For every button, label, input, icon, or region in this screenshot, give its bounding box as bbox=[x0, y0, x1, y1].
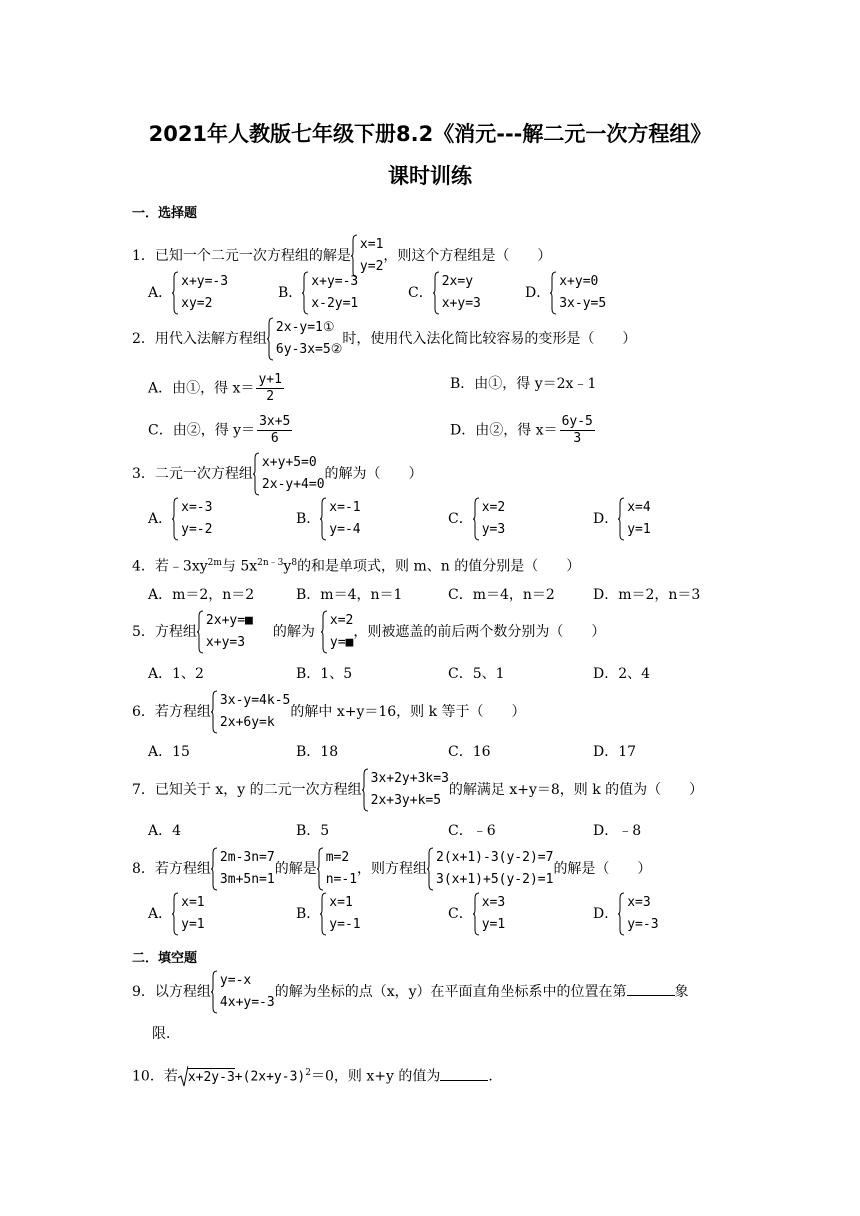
question-3 bbox=[132, 452, 423, 496]
equation: x=4 bbox=[627, 500, 651, 515]
option-label: B． bbox=[296, 906, 321, 922]
option-label: C． bbox=[448, 511, 473, 527]
option-c[interactable] bbox=[448, 497, 505, 541]
equation: 3x-y=4k-5 bbox=[219, 693, 291, 708]
option-b[interactable]: B．5 bbox=[296, 823, 330, 839]
denominator: 3 bbox=[573, 431, 582, 446]
question-4-text: 与 5x bbox=[221, 558, 258, 575]
equation: y=-4 bbox=[329, 522, 361, 537]
equation: y=■ bbox=[329, 635, 354, 650]
question-7-tail: 的解满足 x+y＝8，则 k 的值为（ ） bbox=[448, 782, 704, 798]
question-3-stem: 3．二元一次方程组 bbox=[132, 466, 253, 482]
option-c[interactable] bbox=[148, 414, 294, 447]
question-6-stem: 6．若方程组 bbox=[132, 704, 211, 720]
brace-icon bbox=[197, 610, 204, 654]
brace-icon bbox=[473, 892, 480, 936]
question-2-tail: 时，使用代入法化简比较容易的变形是（ ） bbox=[342, 331, 637, 347]
radicand: x+2y-3 bbox=[187, 1069, 235, 1085]
question-6 bbox=[132, 690, 526, 734]
fraction bbox=[560, 414, 595, 447]
option-b[interactable] bbox=[296, 892, 361, 936]
answer-blank[interactable] bbox=[627, 981, 675, 996]
option-b[interactable]: B．18 bbox=[296, 744, 339, 760]
equation: x=2 bbox=[329, 613, 354, 628]
option-c[interactable] bbox=[448, 892, 505, 936]
brace-icon bbox=[211, 847, 218, 891]
brace-icon bbox=[618, 892, 625, 936]
question-10-text: ． bbox=[488, 1068, 503, 1085]
question-6-tail: 的解中 x+y＝16，则 k 等于（ ） bbox=[290, 704, 526, 720]
equation: x=-1 bbox=[329, 500, 361, 515]
question-4-text: 4．若﹣3xy bbox=[132, 558, 208, 575]
option-label: D． bbox=[593, 511, 619, 527]
question-5-text: 的解为 bbox=[272, 624, 315, 640]
option-b[interactable] bbox=[278, 271, 358, 315]
equation: y=-3 bbox=[627, 917, 659, 932]
question-7 bbox=[132, 768, 703, 812]
fraction bbox=[256, 372, 283, 405]
brace-icon bbox=[172, 497, 179, 541]
question-4-text: 的和是单项式，则 m、n 的值分别是（ ） bbox=[297, 558, 581, 575]
denominator: 6 bbox=[270, 431, 279, 446]
numerator: y+1 bbox=[258, 372, 282, 387]
question-5 bbox=[132, 610, 605, 654]
page-subtitle: 课时训练 bbox=[388, 164, 472, 188]
equation: y=1 bbox=[481, 917, 506, 932]
equation: y=2 bbox=[359, 259, 384, 274]
option-d[interactable] bbox=[525, 271, 606, 315]
option-b[interactable] bbox=[296, 497, 361, 541]
option-a[interactable]: A．15 bbox=[148, 744, 190, 760]
equation: 2x+3y+k=5 bbox=[370, 793, 442, 808]
option-a[interactable] bbox=[148, 497, 212, 541]
equation: y=1 bbox=[181, 917, 205, 932]
option-d[interactable] bbox=[593, 497, 651, 541]
option-text: A．由①，得 x＝ bbox=[148, 380, 255, 397]
option-label: A． bbox=[148, 285, 173, 301]
brace-icon bbox=[473, 497, 480, 541]
equation: 2x+6y=k bbox=[219, 715, 275, 730]
equation: y=-1 bbox=[329, 917, 361, 932]
equation: x=1 bbox=[181, 895, 205, 910]
equation: 2x-y+4=0 bbox=[261, 477, 325, 492]
brace-icon bbox=[211, 970, 218, 1014]
option-b[interactable]: B．1、5 bbox=[296, 666, 353, 682]
question-5-tail: ，则被遮盖的前后两个数分别为（ ） bbox=[353, 624, 606, 640]
option-c[interactable]: C．16 bbox=[448, 744, 491, 760]
option-a[interactable] bbox=[148, 892, 205, 936]
question-8-text: 的解是 bbox=[274, 861, 317, 877]
option-d[interactable]: D．m＝2，n＝3 bbox=[593, 587, 701, 603]
equation: x=-3 bbox=[181, 500, 213, 515]
equation: x+y=-3 bbox=[311, 274, 359, 289]
brace-icon bbox=[172, 271, 179, 315]
question-10 bbox=[132, 1063, 502, 1088]
option-label: C． bbox=[408, 285, 433, 301]
brace-icon bbox=[321, 610, 328, 654]
radical-sign-icon bbox=[178, 1065, 188, 1087]
question-8-tail: 的解是（ ） bbox=[553, 861, 652, 877]
equation: m=2 bbox=[325, 850, 350, 865]
equation: x=1 bbox=[359, 237, 384, 252]
question-4 bbox=[132, 553, 580, 577]
question-1-stem: 1．已知一个二元一次方程组的解是 bbox=[132, 248, 351, 264]
denominator: 2 bbox=[266, 389, 275, 404]
option-label: D． bbox=[525, 285, 551, 301]
equation: 2(x+1)-3(y-2)=7 bbox=[436, 850, 554, 865]
option-text: D．由②，得 x＝ bbox=[450, 422, 558, 439]
equation: y=3 bbox=[481, 522, 506, 537]
equation: y=-2 bbox=[181, 522, 213, 537]
option-d[interactable] bbox=[593, 892, 659, 936]
question-2 bbox=[132, 317, 636, 361]
equation: x=3 bbox=[627, 895, 651, 910]
question-7-stem: 7．已知关于 x，y 的二元一次方程组 bbox=[132, 782, 362, 798]
brace-icon bbox=[320, 497, 327, 541]
equation: 2m-3n=7 bbox=[219, 850, 275, 865]
brace-icon bbox=[362, 768, 369, 812]
brace-icon bbox=[550, 271, 557, 315]
option-label: A． bbox=[148, 511, 173, 527]
option-d[interactable]: D．17 bbox=[593, 744, 637, 760]
question-9-continued: 限． bbox=[152, 1026, 180, 1042]
section-heading-fill: 二．填空题 bbox=[132, 951, 198, 966]
fraction bbox=[257, 414, 292, 447]
question-9-stem: 9．以方程组 bbox=[132, 984, 211, 1000]
brace-icon bbox=[302, 271, 309, 315]
exponent: 2 bbox=[305, 1068, 311, 1078]
option-d[interactable] bbox=[450, 414, 597, 447]
equation: x+y+5=0 bbox=[261, 455, 317, 470]
option-label: B． bbox=[296, 511, 321, 527]
option-label: C． bbox=[448, 906, 473, 922]
section-heading-choice: 一．选择题 bbox=[132, 206, 198, 221]
brace-icon bbox=[317, 847, 324, 891]
equation: x+y=3 bbox=[205, 635, 246, 650]
question-10-text: +(2x+y-3) bbox=[234, 1069, 306, 1085]
equation: x+y=-3 bbox=[181, 274, 229, 289]
page-title: 2021年人教版七年级下册8.2《消元---解二元一次方程组》 bbox=[148, 122, 712, 146]
equation: x-2y=1 bbox=[311, 296, 359, 311]
equation: 2x-y=1① bbox=[275, 320, 335, 335]
option-label: A． bbox=[148, 906, 173, 922]
question-8-stem: 8．若方程组 bbox=[132, 861, 211, 877]
option-a[interactable]: A．4 bbox=[148, 823, 182, 839]
equation: 2x+y=■ bbox=[205, 613, 253, 628]
option-label: B． bbox=[278, 285, 303, 301]
answer-blank[interactable] bbox=[440, 1066, 488, 1081]
question-5-stem: 5．方程组 bbox=[132, 624, 197, 640]
option-a[interactable] bbox=[148, 271, 228, 315]
option-b[interactable]: B．由①，得 y＝2x﹣1 bbox=[450, 376, 597, 392]
option-a[interactable]: A．1、2 bbox=[148, 666, 204, 682]
equation: x+y=0 bbox=[559, 274, 599, 289]
equation: x=1 bbox=[329, 895, 353, 910]
question-10-text: ＝0，则 x+y 的值为 bbox=[310, 1068, 441, 1085]
exponent: 8 bbox=[291, 558, 298, 568]
equation: 4x+y=-3 bbox=[219, 995, 275, 1010]
exponent: 2n﹣3 bbox=[257, 558, 284, 568]
equation: 3m+5n=1 bbox=[219, 872, 275, 887]
equation: n=-1 bbox=[325, 872, 358, 887]
option-a[interactable] bbox=[148, 372, 286, 405]
question-9-text: 象 bbox=[674, 984, 689, 1000]
option-b[interactable]: B．m＝4，n＝1 bbox=[296, 587, 403, 603]
exponent: 2m bbox=[207, 558, 222, 568]
numerator: 6y-5 bbox=[561, 414, 593, 429]
option-c[interactable]: C．m＝4，n＝2 bbox=[448, 587, 555, 603]
option-text: C．由②，得 y＝ bbox=[148, 422, 256, 439]
option-d[interactable]: D．2、4 bbox=[593, 666, 651, 682]
equation: x+y=3 bbox=[441, 296, 481, 311]
brace-icon bbox=[618, 497, 625, 541]
brace-icon bbox=[211, 690, 218, 734]
equation: x=2 bbox=[481, 500, 506, 515]
question-1-tail: ，则这个方程组是（ ） bbox=[383, 248, 552, 264]
question-3-tail: 的解为（ ） bbox=[324, 466, 423, 482]
option-d[interactable]: D．﹣8 bbox=[593, 823, 642, 839]
equation: 3(x+1)+5(y-2)=1 bbox=[436, 872, 554, 887]
equation: 2x=y bbox=[441, 274, 474, 289]
equation: y=-x bbox=[219, 973, 252, 988]
numerator: 3x+5 bbox=[259, 414, 291, 429]
equation: x=3 bbox=[481, 895, 506, 910]
equation: 3x+2y+3k=3 bbox=[370, 771, 449, 786]
option-a[interactable]: A．m＝2，n＝2 bbox=[148, 587, 255, 603]
question-8-text: ，则方程组 bbox=[357, 861, 428, 877]
question-10-stem: 10．若 bbox=[132, 1068, 178, 1085]
option-label: D． bbox=[593, 906, 619, 922]
equation: xy=2 bbox=[181, 296, 213, 311]
option-c[interactable] bbox=[408, 271, 481, 315]
question-9-text: 的解为坐标的点（x，y）在平面直角坐标系中的位置在第 bbox=[274, 984, 627, 1000]
square-root bbox=[178, 1067, 235, 1087]
equation: 6y-3x=5② bbox=[275, 342, 343, 357]
question-4-text: y bbox=[283, 558, 292, 575]
brace-icon bbox=[320, 892, 327, 936]
question-2-stem: 2．用代入法解方程组 bbox=[132, 331, 267, 347]
brace-icon bbox=[267, 317, 274, 361]
equation: y=1 bbox=[627, 522, 651, 537]
question-8 bbox=[132, 847, 651, 891]
equation: 3x-y=5 bbox=[559, 296, 607, 311]
brace-icon bbox=[253, 452, 260, 496]
option-c[interactable]: C．﹣6 bbox=[448, 823, 496, 839]
brace-icon bbox=[172, 892, 179, 936]
brace-icon bbox=[427, 847, 434, 891]
brace-icon bbox=[433, 271, 440, 315]
question-9 bbox=[132, 970, 689, 1014]
option-c[interactable]: C．5、1 bbox=[448, 666, 505, 682]
